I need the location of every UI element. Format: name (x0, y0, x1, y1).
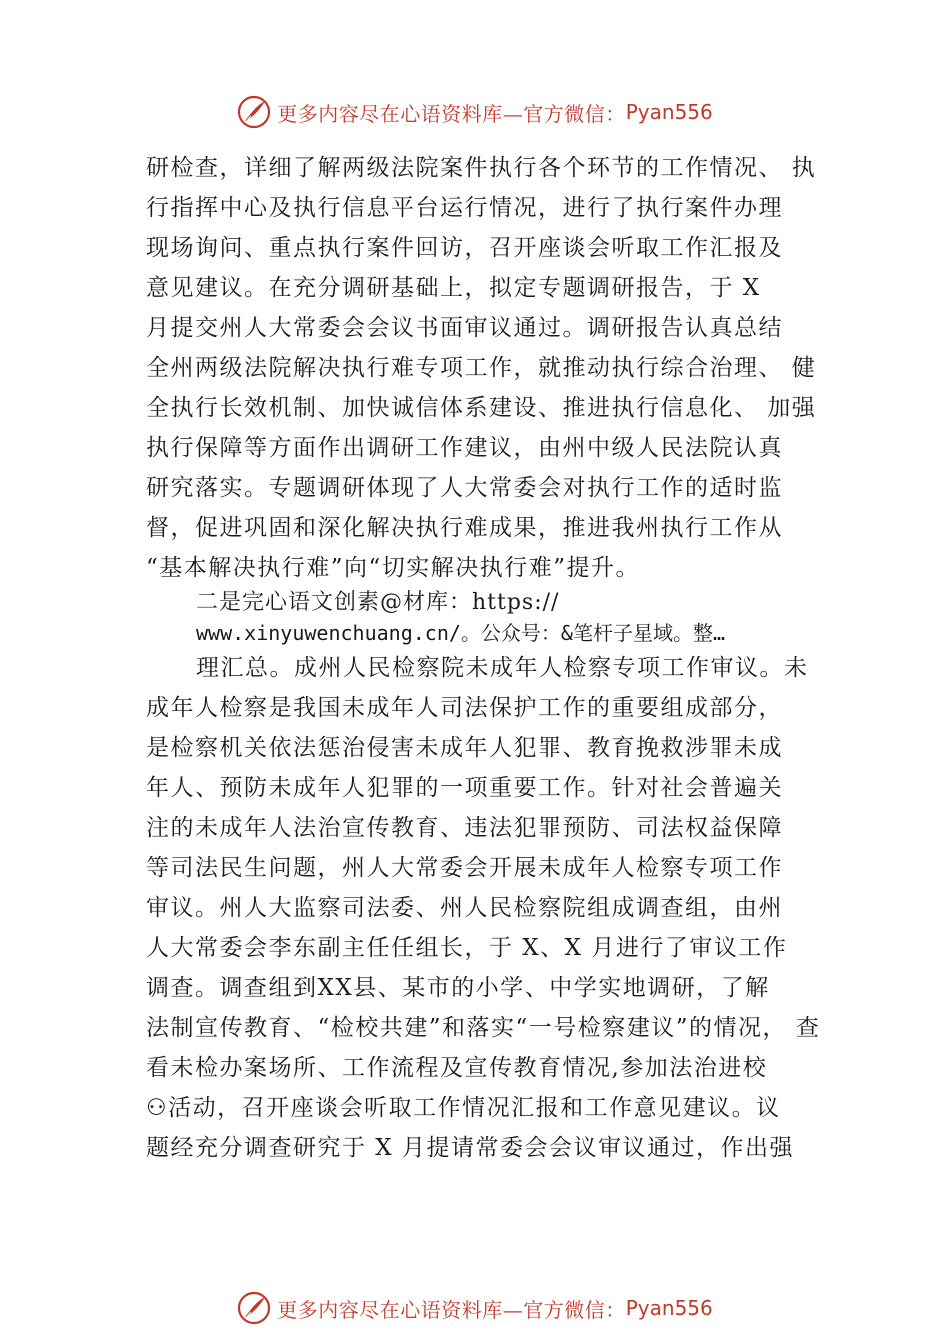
text-line: 督，促进巩固和深化解决执行难成果，推进我州执行工作从 (146, 515, 783, 541)
quill-logo-icon (237, 95, 271, 129)
text-line: www.xinyuwenchuang.cn/。公众号：&笔杆子星域。整… (196, 621, 725, 645)
text-line: 意见建议。在充分调研基础上，拟定专题调研报告，于 X (146, 275, 761, 301)
text-line: 法制宣传教育、“检校共建”和落实“一号检察建议”的情况， 查 (146, 1015, 821, 1041)
footer-watermark-banner (0, 1288, 950, 1328)
text-line: 全州两级法院解决执行难专项工作，就推动执行综合治理、 健 (146, 355, 817, 381)
text-line: 成年人检察是我国未成年人司法保护工作的重要组成部分， (146, 695, 783, 721)
text-line: “基本解决执行难”向“切实解决执行难”提升。 (146, 555, 641, 581)
text-line: 是检察机关依法惩治侵害未成年人犯罪、教育挽救涉罪未成 (146, 735, 783, 761)
text-line: 全执行长效机制、加快诚信体系建设、推进执行信息化、 加强 (146, 395, 817, 421)
text-line: 等司法民生问题，州人大常委会开展未成年人检察专项工作 (146, 855, 783, 881)
text-line: 注的未成年人法治宣传教育、违法犯罪预防、司法权益保障 (146, 815, 783, 841)
text-line: 现场询问、重点执行案件回访，召开座谈会听取工作汇报及 (146, 235, 783, 261)
text-line: 理汇总。成州人民检察院未成年人检察专项工作审议。未 (196, 655, 809, 681)
header-watermark-banner (0, 92, 950, 132)
text-line: 题经充分调查研究于 X 月提请常委会会议审议通过，作出强 (146, 1135, 794, 1161)
text-line: 行指挥中心及执行信息平台运行情况，进行了执行案件办理 (146, 195, 783, 221)
text-line: ⚇活动，召开座谈会听取工作情况汇报和工作意见建议。议 (146, 1095, 781, 1121)
quill-logo-icon (237, 1291, 271, 1325)
banner-text: 更多内容尽在心语资料库—官方微信： (277, 1297, 626, 1322)
banner-wechat-handle: Pyan556 (625, 1296, 713, 1320)
banner-wechat-handle: Pyan556 (625, 100, 713, 124)
text-line: 人大常委会李东副主任任组长，于 X、X 月进行了审议工作 (146, 935, 788, 961)
document-body (146, 148, 846, 1168)
text-line: 看未检办案场所、工作流程及宣传教育情况,参加法治进校 (146, 1055, 768, 1081)
text-line: 调查。调查组到XX县、某市的小学、中学实地调研，了解 (146, 975, 770, 1001)
banner-text: 更多内容尽在心语资料库—官方微信： (277, 101, 626, 126)
text-line: 研检查，详细了解两级法院案件执行各个环节的工作情况、 执 (146, 155, 817, 181)
text-line: 审议。州人大监察司法委、州人民检察院组成调查组，由州 (146, 895, 783, 921)
text-line: 执行保障等方面作出调研工作建议，由州中级人民法院认真 (146, 435, 783, 461)
text-line: 月提交州人大常委会会议书面审议通过。调研报告认真总结 (146, 315, 783, 341)
text-line: 年人、预防未成年人犯罪的一项重要工作。针对社会普遍关 (146, 775, 783, 801)
text-line: 研究落实。专题调研体现了人大常委会对执行工作的适时监 (146, 475, 783, 501)
text-line: 二是完心语文创素@材库：https:// (196, 590, 560, 615)
